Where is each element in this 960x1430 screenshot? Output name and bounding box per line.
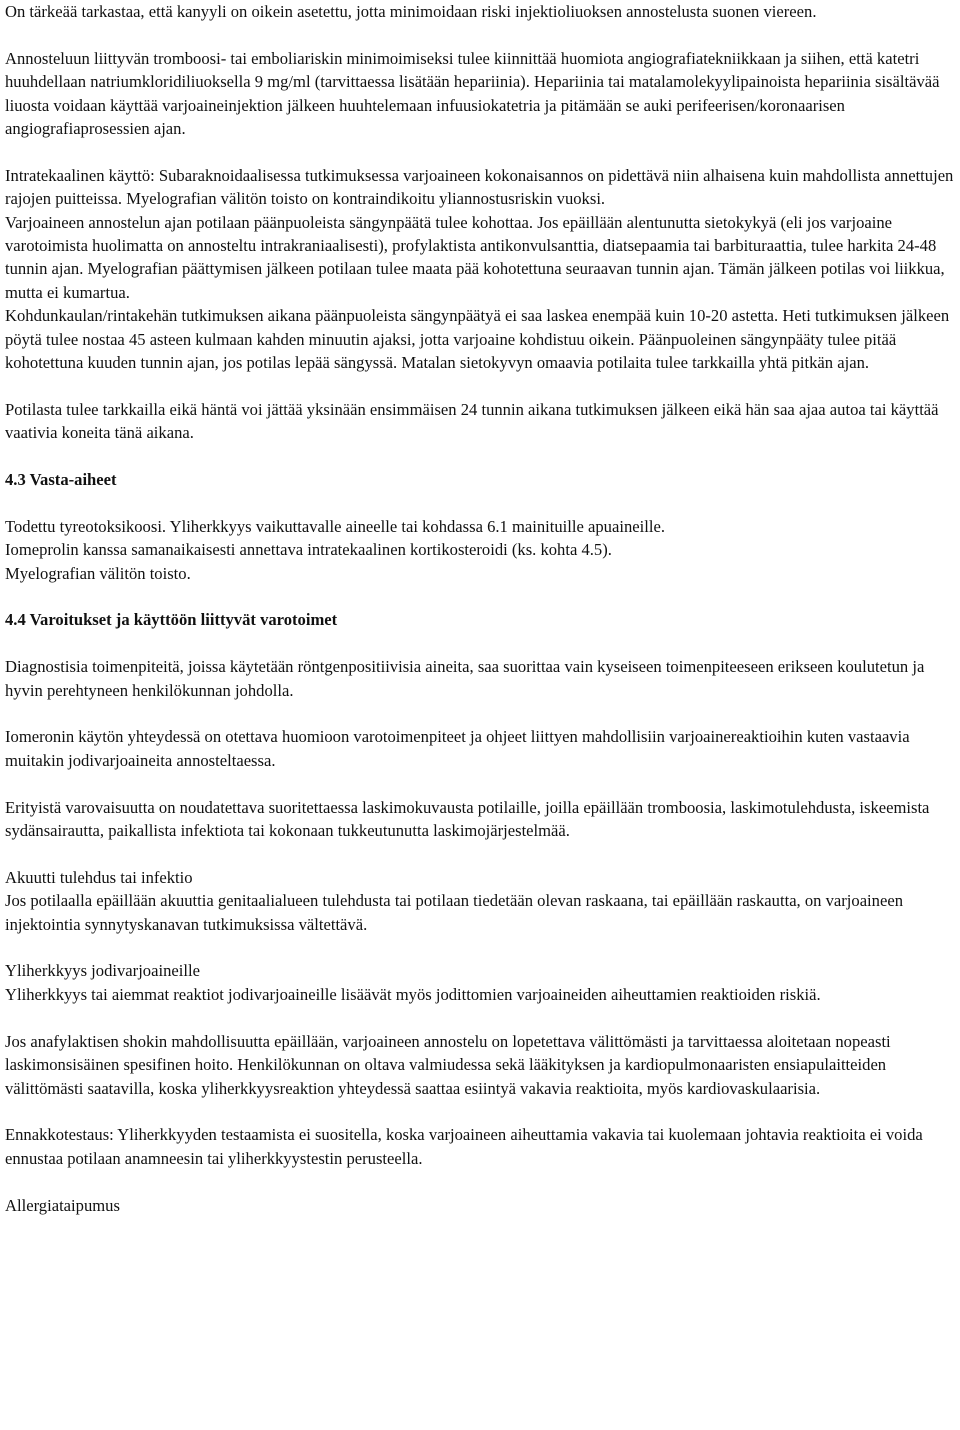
subheading-allergy-tendency: Allergiataipumus <box>5 1195 120 1215</box>
paragraph-intrathecal-use: Intratekaalinen käyttö: Subaraknoidaalisessa tutkimuksessa varjoaineen kokonaisannos on pidettävä niin alhaisena kuin mahdollista annettujen rajojen puitteissa. Myelografian välitön toisto on kontraindikoitu yliannostusriskin vuoksi. <box>5 165 954 209</box>
paragraph-venography-caution: Erityistä varovaisuutta on noudatettava suoritettaessa laskimokuvausta potilaille, joilla epäillään tromboosia, laskimotulehdusta, iskeemista sydänsairautta, paikallista infektiota tai kokonaan tukkeutunutta laskimojärjestelmää. <box>5 797 930 841</box>
subheading-iodine-hypersensitivity: Yliherkkyys jodivarjoaineille <box>5 961 200 981</box>
paragraph-diagnostic-procedures: Diagnostisia toimenpiteitä, joissa käytetään röntgenpositiivisia aineita, saa suorittaa vain kyseiseen toimenpiteeseen erikseen koulutetun ja hyvin perehtyneen henkilökunnan johdolla. <box>5 657 925 700</box>
paragraph-head-elevation: Varjoaineen annostelun ajan potilaan päänpuoleista sängynpäätä tulee kohottaa. Jos epäillään alentunutta sietokykyä (eli jos varjoaine varotoimista huolimatta on annosteltu intrakraniaalisesti), profylaktista antikonvulsanttia, diatsepaamia tai barbituraattia, tulee harkita 24-48 tunnin ajan. Myelografian päättymisen jälkeen potilaan tulee maata pää kohotettuna seuraavan tunnin ajan. Tämän jälkeen potilas voi liikkua, mutta ei kumartua. <box>5 212 945 302</box>
paragraph-cannula-check: On tärkeää tarkastaa, että kanyyli on oikein asetettu, jotta minimoidaan riski injektioliuoksen annostelusta suonen viereen. <box>5 2 817 21</box>
section-heading-warnings: 4.4 Varoitukset ja käyttöön liittyvät varotoimet <box>5 610 338 630</box>
subheading-acute-infection: Akuutti tulehdus tai infektio <box>5 867 193 887</box>
document-page <box>5 0 955 1217</box>
paragraph-patient-monitoring: Potilasta tulee tarkkailla eikä häntä voi jättää yksinään ensimmäisen 24 tunnin aikana tutkimuksen jälkeen eikä hän saa ajaa autoa tai käyttää vaativia koneita tänä aikana. <box>5 399 939 443</box>
contraindications-list <box>5 515 955 585</box>
section-heading-contraindications: 4.3 Vasta-aiheet <box>5 470 117 490</box>
paragraph-pretesting: Ennakkotestaus: Yliherkkyyden testaamista ei suositella, koska varjoaineen aiheuttamia vakavia tai kuolemaan johtavia reaktioita ei voida ennustaa potilaan anamneesin tai yliherkkyystestin perusteella. <box>5 1125 923 1168</box>
paragraph-acute-infection: Jos potilaalla epäillään akuuttia genitaalialueen tulehdusta tai potilaan tiedetään olevan raskaana, tai epäillään raskautta, on varjoaineen injektointia synnytyskanavan tutkimuksissa vältettävä. <box>5 891 903 934</box>
paragraph-iodine-hypersensitivity: Yliherkkyys tai aiemmat reaktiot jodivarjoaineille lisäävät myös jodittomien varjoaineiden aiheuttamien reaktioiden riskiä. <box>5 984 821 1004</box>
paragraph-cervical-thoracic: Kohdunkaulan/rintakehän tutkimuksen aikana päänpuoleista sängynpäätyä ei saa laskea enempää kuin 10-20 astetta. Heti tutkimuksen jälkeen pöytä tulee nostaa 45 asteen kulmaan kahden minuutin ajaksi, jotta varjoaine kohdistuu oikein. Päänpuoleinen sängynpääty tulee pitää kohotettuna kuuden tunnin ajan, jos potilas lepää sängyssä. Matalan sietokyvyn omaavia potilaita tulee tarkkailla yhtä pitkän ajan. <box>5 306 950 373</box>
contraindication-line: Myelografian välitön toisto. <box>5 563 191 583</box>
contraindication-line: Iomeprolin kanssa samanaikaisesti annettava intratekaalinen kortikosteroidi (ks. kohta 4.5). <box>5 540 612 560</box>
contraindication-line: Todettu tyreotoksikoosi. Yliherkkyys vaikuttavalle aineelle tai kohdassa 6.1 mainituille apuaineille. <box>5 516 665 536</box>
paragraph-thrombosis-risk: Annosteluun liittyvän tromboosi- tai emboliariskin minimoimiseksi tulee kiinnittää huomiota angiografiatekniikkaan ja siihen, että katetri huuhdellaan natriumkloridiliuoksella 9 mg/ml (tarvittaessa lisätään hepariinia). Hepariinia tai matalamolekyylipainoista hepariinia sisältävää liuosta voidaan käyttää varjoaineinjektion jälkeen huuhtelemaan infuusiokatetria ja pitämään se auki perifeerisen/koronaarisen angiografiaprosessien ajan. <box>5 48 940 139</box>
paragraph-iomeron-precautions: Iomeronin käytön yhteydessä on otettava huomioon varotoimenpiteet ja ohjeet liittyen mahdollisiin varjoainereaktioihin kuten vastaavia muitakin jodivarjoaineita annosteltaessa. <box>5 727 910 770</box>
paragraph-anaphylactic-shock: Jos anafylaktisen shokin mahdollisuutta epäillään, varjoaineen annostelu on lopetettava välittömästi ja tarvittaessa aloitetaan nopeasti laskimonsisäinen spesifinen hoito. Henkilökunnan on oltava valmiudessa sekä lääkityksen ja kardiopulmonaaristen ensiapulaitteiden välittömästi saatavilla, koska yliherkkyysreaktion yhteydessä saattaa esiintyä vakavia reaktioita, myös kardiovaskulaarisia. <box>5 1031 891 1098</box>
